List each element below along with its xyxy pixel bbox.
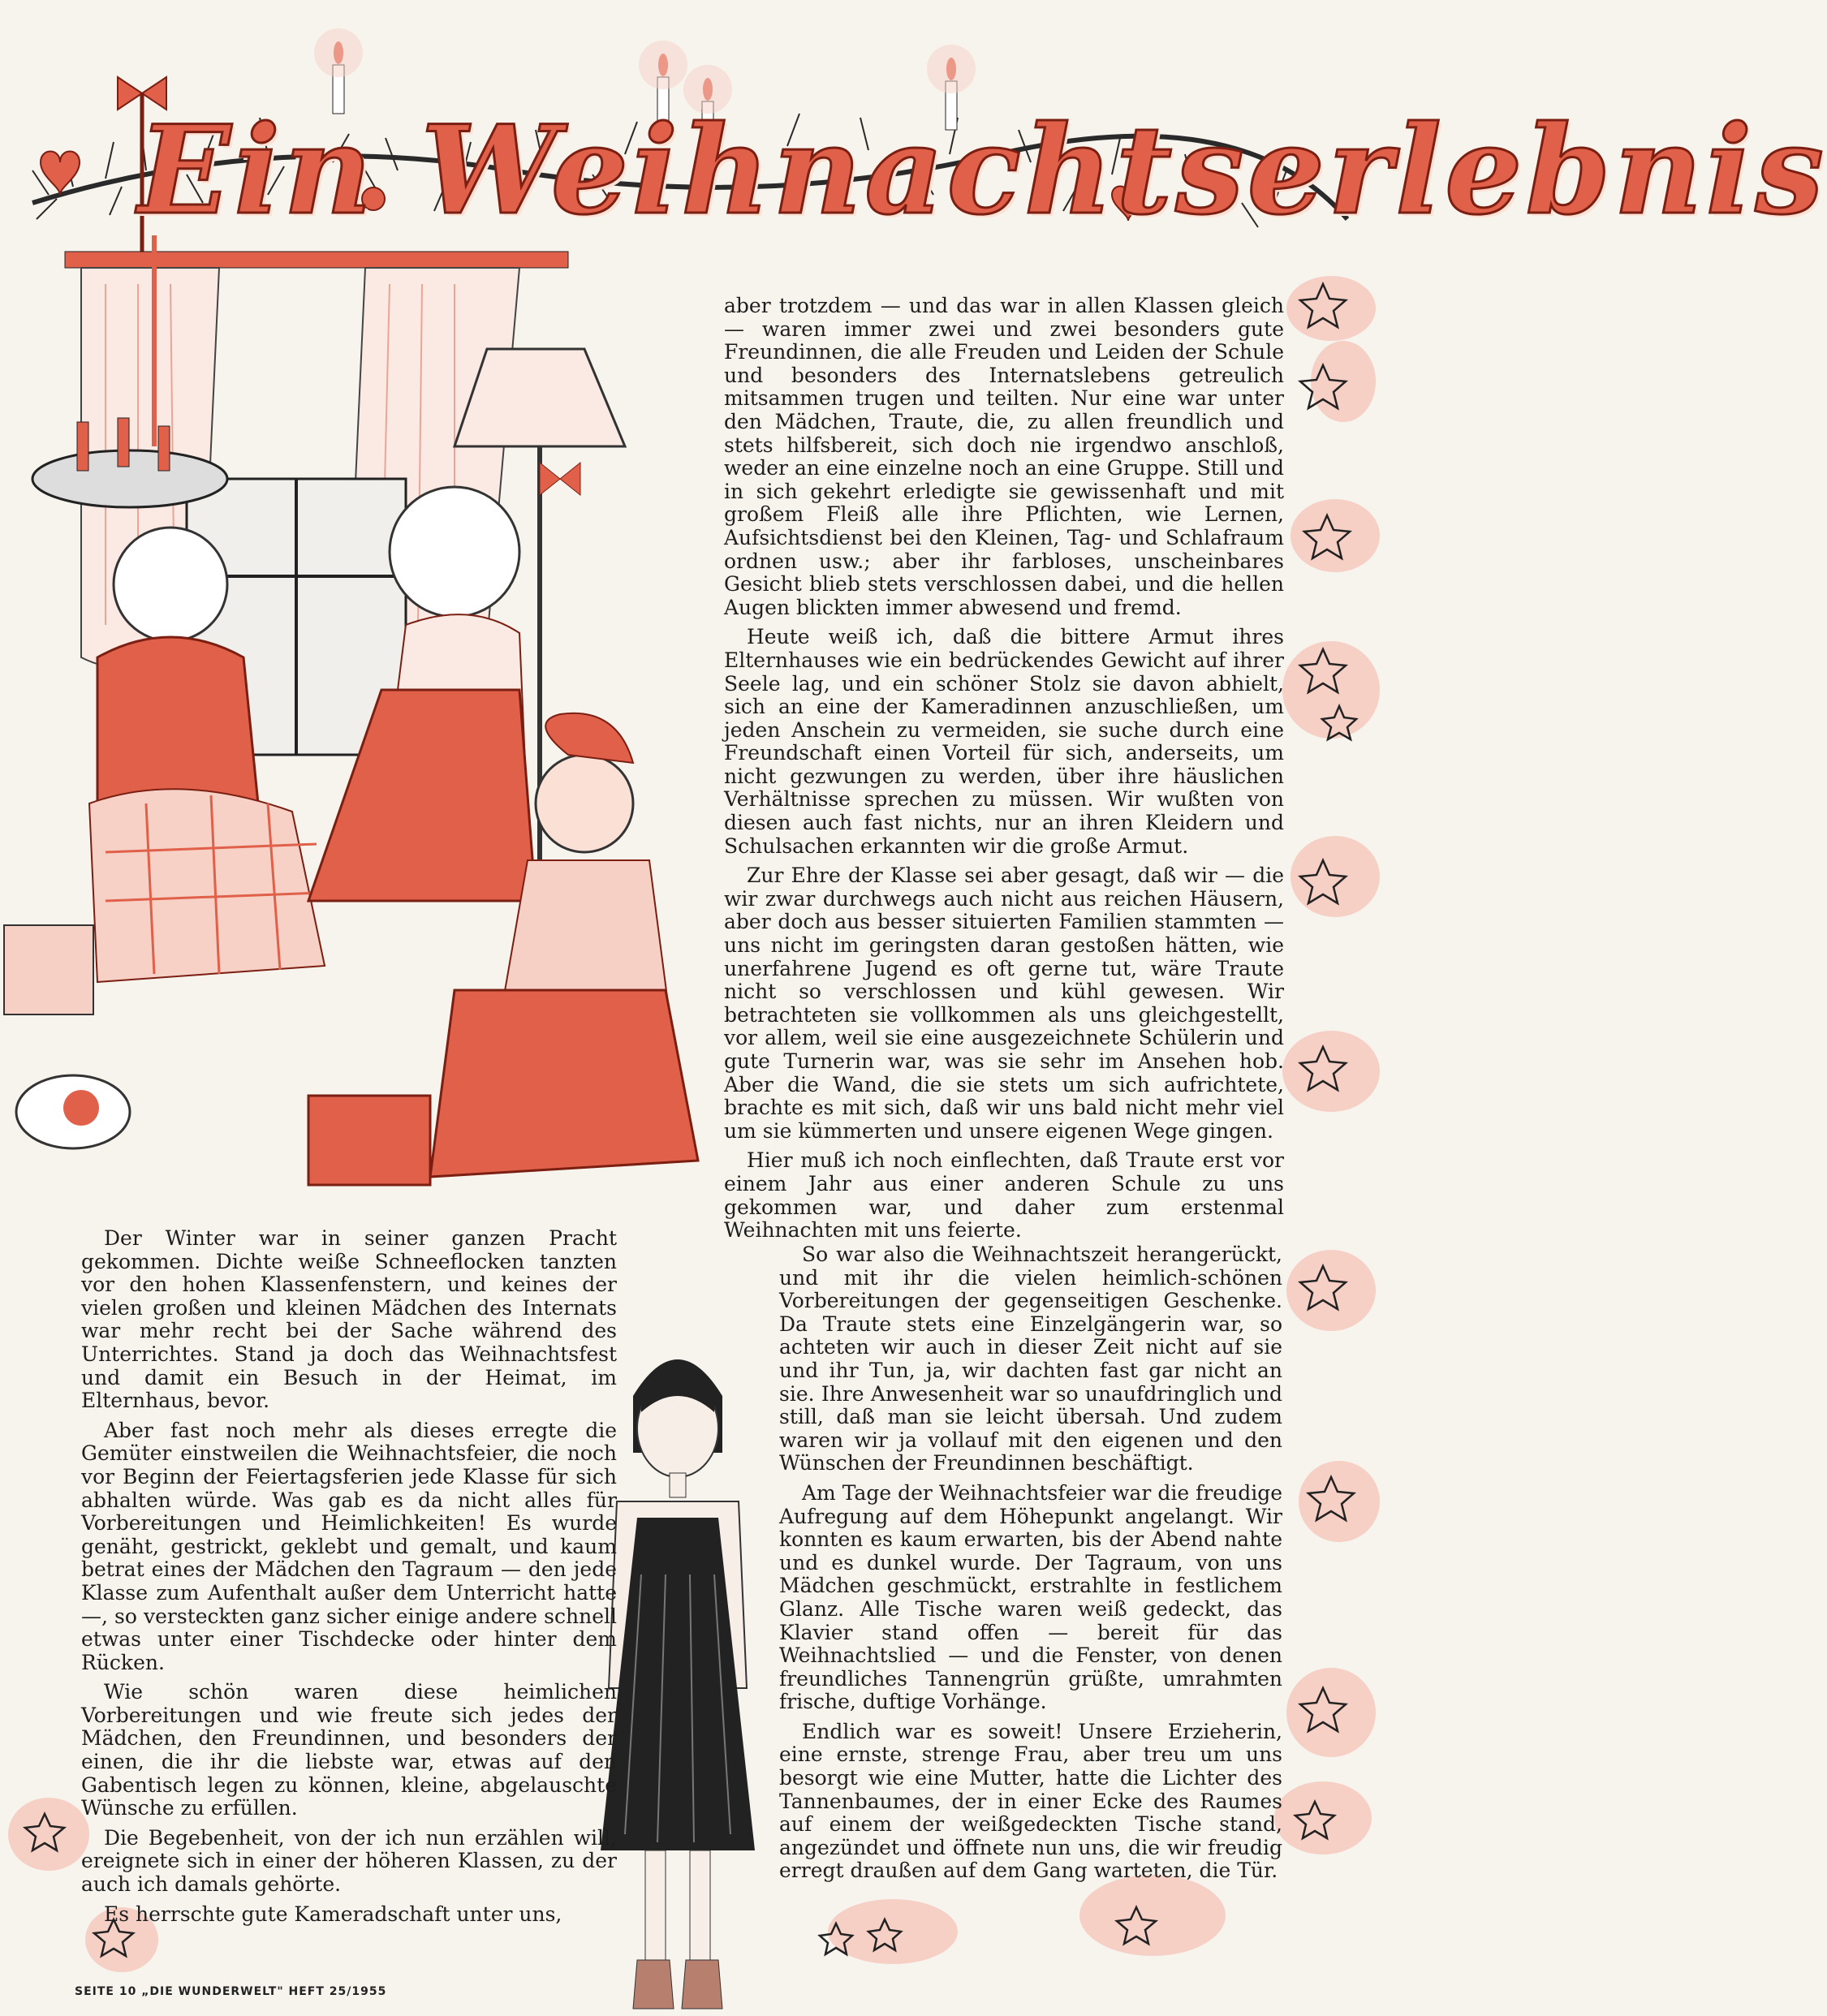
text-column-right-top xyxy=(724,295,1284,1249)
text-column-left-bottom xyxy=(81,1227,617,1932)
paragraph: So war also die Weihnachtszeit herangerückt, und mit ihr die vielen heimlich-schönen Vorbereitungen der gegenseitigen Geschenke. Da Traute stets eine Einzelgängerin war, so achteten wir auch in dieser Zeit nicht auf sie und ihr Tun, ja, wir dachten fast gar nicht an sie. Ihre Anwesenheit war so unaufdringlich und still, daß man sie leicht übersah. Und zudem waren wir ja vollauf mit den eigenen und den Wünschen der Freundinnen beschäftigt. xyxy=(779,1243,1282,1475)
paragraph: Hier muß ich noch einflechten, daß Traute erst vor einem Jahr aus einer anderen Schule zu uns gekommen war, und daher zum erstenmal Weihnachten mit uns feierte. xyxy=(724,1148,1284,1243)
paragraph: Zur Ehre der Klasse sei aber gesagt, daß wir — die wir zwar durchwegs auch nicht aus reichen Häusern, aber doch aus besser situierten Familien stammten — uns nicht im geringsten daran gestoßen hätten, wie unerfahrene Jugend es oft gerne tut, wäre Traute nicht so verschlossen und kühl gewesen. Wir betrachteten sie vollkommen als uns gleichgestellt, vor allem, weil sie eine ausgezeichnete Schülerin und gute Turnerin war, was sie sehr im Ansehen hob. Aber die Wand, die sie stets um sich aufrichtete, brachte es mit sich, daß wir uns bald nicht mehr viel um sie kümmerten und unsere eigenen Wege gingen. xyxy=(724,864,1284,1143)
paragraph: Der Winter war in seiner ganzen Pracht gekommen. Dichte weiße Schneeflocken tanzten vor den hohen Klassenfenstern, und keines der vielen großen und kleinen Mädchen des Internats war mehr recht bei der Sache während des Unterrichtes. Stand ja doch das Weihnachtsfest und damit ein Besuch in der Heimat, im Elternhaus, bevor. xyxy=(81,1226,617,1413)
paragraph: Aber fast noch mehr als dieses erregte die Gemüter einstweilen die Weihnachtsfeier, die noch vor Beginn der Feiertagsferien jede Klasse für sich abhalten würde. Was gab es da nicht alles für Vorbereitungen und Heimlichkeiten! Es wurde genäht, gestrickt, geklebt und gemalt, und kaum betrat eines der Mädchen den Tagraum — den jede Klasse zum Aufenthalt außer dem Unterricht hatte —, so versteckten ganz sicher einige andere schnell etwas unter einer Tischdecke oder hinter dem Rücken. xyxy=(81,1418,617,1674)
text-column-right-bottom xyxy=(779,1243,1282,1889)
paragraph: Es herrschte gute Kameradschaft unter uns, xyxy=(104,1902,562,1926)
paragraph: Heute weiß ich, daß die bittere Armut ihres Elternhauses wie ein bedrückendes Gewicht auf ihrer Seele lag, und ein schöner Stolz sie davon abhielt, sich an eine der Kameradinnen anzuschließen, um jeden Anschein zu vermeiden, sie suche durch eine Freundschaft einen Vorteil für sich, anderseits, um nicht gezwungen zu werden, über ihre häuslichen Verhältnisse sprechen zu müssen. Wir wußten von diesen auch fast nichts, nur an ihren Kleidern und Schulsachen erkannten wir die große Armut. xyxy=(724,625,1284,858)
paragraph: Die Begebenheit, von der ich nun erzählen will, ereignete sich in einer der höheren Klassen, zu der auch ich damals gehörte. xyxy=(81,1825,617,1897)
page-title: Ein Weihnachtserlebnis xyxy=(138,99,1827,242)
paragraph: Wie schön waren diese heimlichen Vorbereitungen und wie freute sich jedes der Mädchen, den Freundinnen, und besonders der einen, die ihr die liebste war, etwas auf den Gabentisch legen zu können, kleine, abgelauschte Wünsche zu erfüllen. xyxy=(81,1680,617,1820)
paragraph: Endlich war es soweit! Unsere Erzieherin, eine ernste, strenge Frau, aber treu um uns besorgt wie eine Mutter, hatte die Lichter des Tannenbaumes, der in einer Ecke des Raumes auf einem der weißgedeckten Tische stand, angezündet und öffnete nun uns, die wir freudig erregt draußen auf dem Gang warteten, die Tür. xyxy=(779,1719,1282,1883)
heart-ornament-icon xyxy=(41,152,80,196)
girls-at-window-illustration xyxy=(0,235,722,1217)
paragraph: aber trotzdem — und das war in allen Klassen gleich — waren immer zwei und zwei besonders gute Freundinnen, die alle Freuden und Leiden der Schule und besonders des Internatslebens getreulich mitsammen trugen und teilten. Nur eine war unter den Mädchen, Traute, die, zu allen freundlich und stets hilfsbereit, sich doch nie irgendwo anschloß, weder an eine einzelne noch an eine Gruppe. Still und in sich gekehrt erledigte sie gewissenhaft und mit großem Fleiß alle ihre Pflichten, wie Lernen, Aufsichtsdienst bei den Kleinen, Tag- und Schlafraum ordnen usw.; aber ihr farbloses, unscheinbares Gesicht blieb stets verschlossen dabei, und die hellen Augen blickten immer abwesend und fremd. xyxy=(724,294,1284,619)
page-footer: SEITE 10 „DIE WUNDERWELT" HEFT 25/1955 xyxy=(75,1985,387,1998)
paragraph: Am Tage der Weihnachtsfeier war die freudige Aufregung auf dem Höhepunkt angelangt. Wir konnten es kaum erwarten, bis der Abend nahte und es dunkel wurde. Der Tagraum, von uns Mädchen geschmückt, erstrahlte in festlichem Glanz. Alle Tische waren weiß gedeckt, das Klavier stand offen — bereit für das Weihnachtslied — und die Fenster, von denen freundliches Tannengrün grüßte, umrahmten frische, duftige Vorhänge. xyxy=(779,1480,1282,1714)
